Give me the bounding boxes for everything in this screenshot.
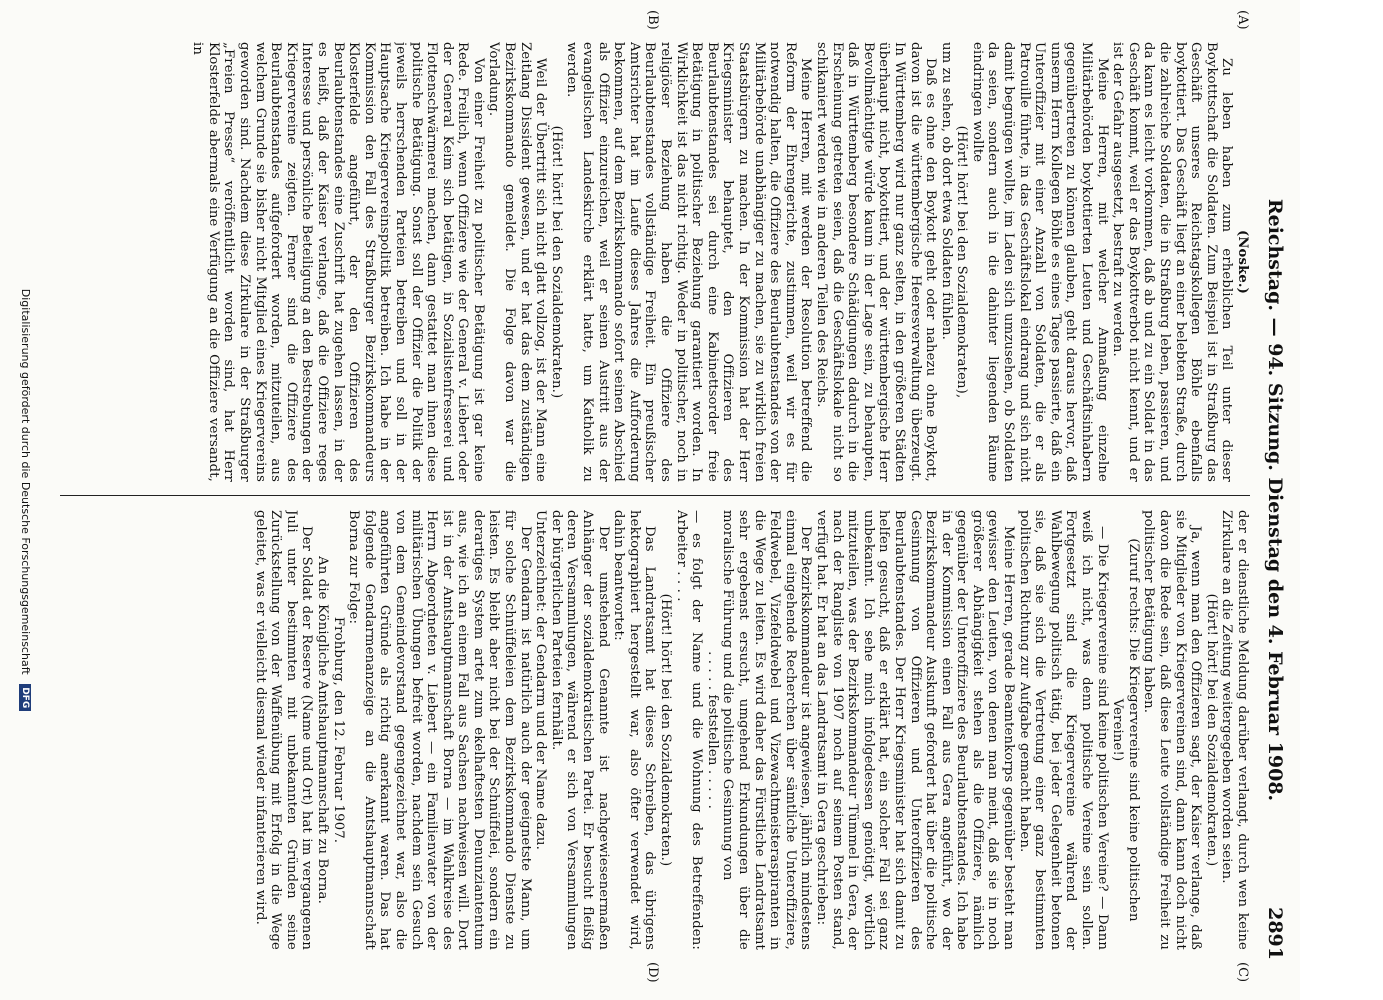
paragraph: der er dienstliche Meldung darüber verlangt, durch wen keine Zirkulare an die Zeitung weitergegeben worden seien.: [1219, 510, 1250, 950]
paragraph: Der Soldat der Reserve (Name und Ort) hat im vergangenen Juli unter bestimmten mit unbekannten Gründen seine Zurückstellung von der Waffenübung mit Erfolg in die Wege geleitet, was er vielleicht diesmal wieder infanterieren wird.: [252, 510, 315, 950]
footer-text: Digitalisierung gefördert durch die Deutsche Forschungsgemeinschaft: [19, 288, 32, 675]
paragraph: Daß es ohne den Boykott geht oder nahezu ohne Boykott, davon ist die württembergische Heeresverwaltung überzeugt. In Württemberg wird nur ganz selten, in den größeren Städten überhaupt nicht, boykottiert, und der württembergische Herr Bevollmächtigte würde kaum in der Lage sein, zu behaupten, daß in Württemberg besondere Schädigungen dadurch in die Erscheinung getreten seien, daß die Geschäftslokale nicht so schikaniert werden wie in anderen Teilen des Reichs.: [813, 42, 939, 482]
right-column: [60, 510, 1250, 950]
paragraph: Weil der Übertritt sich nicht glatt vollzog, ist der Mann eine Zeitlang Dissident gewesen, und er hat das dem zuständigen Bezirkskommando gemeldet. Die Folge davon war die Vorladung.: [486, 42, 549, 482]
interjection: (Zuruf rechts: Die Kriegervereine sind keine politischen Vereine!): [1110, 538, 1141, 922]
quotation: Der umstehend Genannte ist nachgewiesenermaßen Anhänger der sozialdemokratischen Partei. Er besucht fleißig deren Versammlungen, während er sich von Versammlungen der bürgerlichen Parteien fernhält.: [548, 510, 611, 950]
interjection: (Hört! hört! bei den Sozialdemokraten.): [658, 593, 674, 867]
quotation: Der Bezirkskommandeur ist angewiesen, jährlich mindestens einmal eingehende Recherchen über sämtliche Unteroffiziere, Feldwebel, Vizefeldwebel und Vizewachtmeisteraspiranten in die Wege zu leiten. Es wird daher das Fürstliche Landratsamt sehr ergebenst ersucht, umgehend Erkundungen über die moralische Führung und die politische Gesinnung von: [720, 510, 814, 950]
margin-marker-c: (C): [1235, 962, 1250, 983]
paragraph: Meine Herren, gerade Beamtenkorps gegenüber besteht man gewisser den Leuten, von denen man meint, daß sie in noch größerer Abhängigkeit stehen als die Offiziere, nämlich gegenüber der Unteroffiziere des Beurlaubtenstandes. Ich habe in der Kommission einen Fall aus Gera angeführt, wo der Bezirkskommandeur Auskunft gefordert hat über die politische Gesinnung von Offizieren und Unteroffizieren des Beurlaubtenstandes. Der Herr Kriegsminister hat sich damit zu helfen gesucht, daß er erklärt hat, ein solcher Fall sei ganz unbekannt. Ich sehe mich infolgedessen genötigt, wörtlich mitzuteilen, was der Bezirkskommandeur Tümmel in Gera, der nach der Rangliste von 1907 noch auf seinem Posten stand, verfügt hat. Er hat an das Landratsamt in Gera geschrieben:: [813, 510, 1017, 950]
speaker-name: (Noske.): [1235, 229, 1250, 295]
quotation-ellipsis: . . . . . feststellen . . . . .: [704, 651, 720, 809]
margin-marker-d: (D): [645, 962, 660, 983]
paragraph: — es folgt der Name und die Wohnung des Betreffenden: Arbeiter . . . .: [673, 510, 705, 950]
footer-credit: [19, 0, 32, 1000]
column-divider: [60, 495, 1250, 496]
interjection: (Hört! hört! bei den Sozialdemokraten.): [1203, 593, 1219, 867]
paragraph: Von einer Freiheit zu politischer Betätigung ist gar keine Rede. Freilich, wenn Offiziere wie der General v. Liebert oder der General Keim sich betätigen, in Sozialistenfresserei und Flottenschwärmerei machen, dann gestattet man ihnen diese politische Betätigung. Sonst soll der Offizier die Politik der jeweils herrschenden Parteien betreiben und soll in der Hauptsache Kriegervereinspolitik betreiben. Ich habe in der Kommission den Fall des Straßburger Bezirkskommandeurs Klosterfelde angeführt, der den Offizieren des Beurlaubtenstandes eine Zuschrift hat zugehen lassen, in der es heißt, daß der Kaiser verlange, daß die Offiziere reges Interesse und persönliche Beteiligung an den Bestrebungen der Kriegervereine zeigten. Ferner sind die Offiziere des Beurlaubtenstandes aufgefordert worden, mitzuteilen, aus welchem Grunde sie bisher nicht Mitglied eines Kriegervereins geworden sind. Nachdem diese Zirkulare in der Straßburger „Freien Presse“ veröffentlicht worden sind, hat Herr Klosterfelde abermals eine Verfügung an die Offiziere versandt, in: [190, 42, 486, 482]
paragraph: Unterzeichnet: der Gendarm und der Name dazu.: [533, 510, 549, 850]
paragraph: Meine Herren, mit werden der Resolution betreffend die Reform der Ehrengerichte, zustimmen, weil wir es für notwendig halten, die Offiziere des Beurlaubtenstandes von der Militärbehörde unabhängiger zu machen, sie zu wirklich freien Staatsbürgern zu machen. In der Kommission hat der Herr Kriegsminister behauptet, den Offizieren des Beurlaubtenstandes sei durch eine Kabinettsorder freie Betätigung in politischer Beziehung garantiert worden. In Wirklichkeit ist das nicht richtig. Weder in politischer, noch in religiöser Beziehung haben die Offiziere des Beurlaubtenstandes vollständige Freiheit. Ein preußischer Amtsrichter hat im Laufe dieses Jahres die Aufforderung bekommen, auf dem Bezirkskommando sofort seinen Abschied als Offizier einzureichen, weil er seinen Austritt aus der evangelischen Landeskirche erklärt hatte, um Katholik zu werden.: [564, 42, 814, 482]
letter-address: An die Königliche Amtshauptmannschaft zu Borna.: [314, 556, 330, 904]
paragraph: Meine Herren, mit welcher Anmaßung einzelne Militärbehörden boykottierten Leuten und Geschäftsinhabern gegenübertreten zu können glauben, geht daraus hervor, daß unserm Herrn Kollegen Böhle es eines Tages passierte, daß ein Unteroffizier mit einer Anzahl von Soldaten, die er als Patrouille führte, in das Geschäftslokal eindrang und sich nicht damit begnügen wollte, im Laden sich umzusehen, ob Soldaten da seien, sondern auch in die dahinter liegenden Räume eindringen wollte: [969, 42, 1110, 482]
paragraph: Zu leben haben zum erheblichen Teil unter dieser Boykotttschaft die Soldaten. Zum Beispiel ist in Straßburg das Geschäft unseres Reichstagskollegen Böhle ebenfalls boykottiert. Das Geschäft liegt an einer belebten Straße, durch die zahlreiche Soldaten, die in Straßburg leben, passieren, und da kann es leicht vorkommen, daß ab und zu ein Soldat in das Geschäft kommt, weil er das Boykottverbot nicht kennt, und er ist der Gefahr ausgesetzt, bestraft zu werden.: [1110, 42, 1235, 482]
left-column: [60, 42, 1250, 482]
paragraph: Ja, wenn man den Offizieren sagt, der Kaiser verlange, daß sie Mitglieder von Kriegervereinen sind, dann kann doch nicht davon die Rede sein, daß diese Leute vollständige Freiheit zu politischer Betätigung haben.: [1141, 510, 1204, 950]
page-header-title: Reichstag. — 94. Sitzung. Dienstag den 4. Februar 1908.: [1264, 198, 1286, 802]
page-header: [1258, 40, 1292, 960]
paragraph: um zu sehen, ob dort etwa Soldaten fühlen.: [938, 42, 954, 340]
margin-marker-b: (B): [645, 10, 660, 30]
interjection: (Hört! hört! bei den Sozialdemokraten.): [548, 125, 564, 399]
letter-date: Frohburg, den 12. Februar 1907.: [330, 616, 346, 844]
margin-marker-a: (A): [1235, 10, 1250, 30]
dfg-logo: DFG: [19, 684, 31, 711]
interjection: (Hört! hört! bei den Sozialdemokraten),: [954, 125, 970, 399]
paragraph: Das Landratsamt hat dieses Schreiben, das übrigens hektographiert hergestellt war, also öfter verwendet wird, dahin beantwortet:: [611, 510, 658, 950]
paragraph: — Die Kriegervereine sind keine politischen Vereine? — Dann weiß ich nicht, was denn politische Vereine sein sollen. Fortgesetzt sind die Kriegervereine während der Wahlbewegung politisch tätig, bei jeder Gelegenheit betonen sie, daß sie sich die Vertretung einer ganz bestimmten politischen Richtung zur Aufgabe gemacht haben.: [1016, 510, 1110, 950]
paragraph: Der Gendarm ist natürlich auch der geeignetste Mann, um für solche Schnüffeleien dem Bezirkskommando Dienste zu leisten. Es bleibt aber nicht bei der Schnüffelei, sondern ein derartiges System artet zum ekelhaftesten Denunziantentum aus, wie ich an einem Fall aus Sachsen nachweisen will. Dort ist in der Amtshauptmannschaft Borna — im Wahlkreise des Herrn Abgeordneten v. Liebert — ein Familienvater von der militärischen Übungen befreit worden, nachdem sein Gesuch von dem Gemeindevorstand gegengezeichnet war, also die angeführten Gründe als richtig anerkannt waren. Das hat folgende Gendarmenanzeige an die Amtshauptmannschaft Borna zur Folge:: [346, 510, 533, 950]
page-number: 2891: [1264, 907, 1286, 960]
